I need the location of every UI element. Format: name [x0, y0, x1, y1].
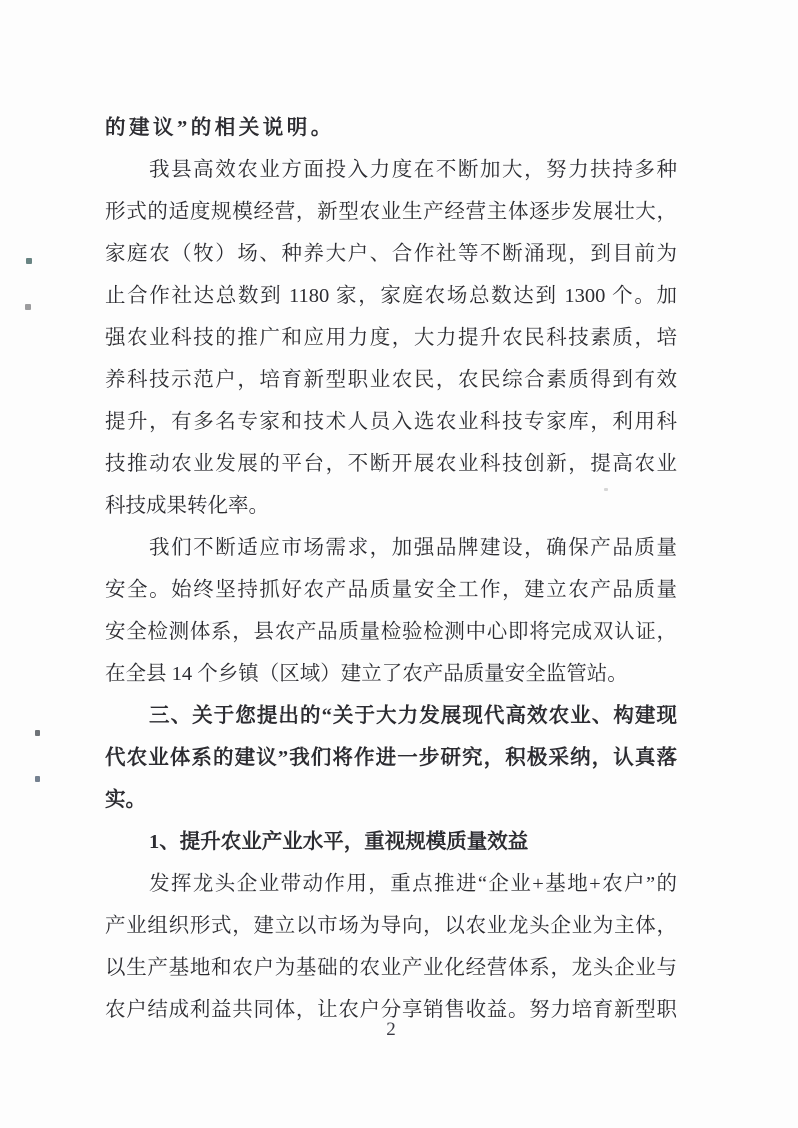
scan-speck: [25, 304, 31, 310]
paragraph-end-line: 在全县 14 个乡镇（区域）建立了农产品质量安全监管站。: [105, 663, 628, 685]
scan-speck: [35, 776, 40, 782]
scan-speck: [35, 730, 40, 736]
paragraph-line: 家庭农（牧）场、种养大户、合作社等不断涌现，到目前为: [105, 243, 677, 265]
paragraph-line: 产业组织形式，建立以市场为导向，以农业龙头企业为主体，: [105, 915, 677, 937]
paragraph-line: 强农业科技的推广和应用力度，大力提升农民科技素质，培: [105, 327, 677, 349]
page-number: 2: [386, 1019, 396, 1040]
subsection-heading-line: 1、提升农业产业水平，重视规模质量效益: [149, 831, 529, 853]
paragraph-line: 安全。始终坚持抓好农产品质量安全工作，建立农产品质量: [105, 579, 677, 601]
section-heading-end-line: 实。: [105, 789, 146, 811]
paragraph-end-line: 科技成果转化率。: [105, 495, 269, 517]
scan-speck: [26, 258, 32, 264]
paragraph-line: 形式的适度规模经营，新型农业生产经营主体逐步发展壮大，: [105, 201, 677, 223]
paragraph-line: 我们不断适应市场需求，加强品牌建设，确保产品质量: [149, 537, 677, 559]
document-text-block: [105, 107, 677, 1031]
paragraph-line: 我县高效农业方面投入力度在不断加大，努力扶持多种: [149, 159, 677, 181]
section-heading-line: 三、关于您提出的“关于大力发展现代高效农业、构建现: [149, 705, 677, 727]
paragraph-line: 止合作社达总数到 1180 家，家庭农场总数达到 1300 个。加: [105, 285, 677, 307]
scan-speck: [604, 488, 608, 491]
paragraph-line: 农户结成利益共同体，让农户分享销售收益。努力培育新型职: [105, 999, 677, 1021]
heading-continuation-line: 的建议”的相关说明。: [105, 117, 335, 139]
paragraph-line: 发挥龙头企业带动作用，重点推进“企业+基地+农户”的: [149, 873, 677, 895]
paragraph-line: 以生产基地和农户为基础的农业产业化经营体系，龙头企业与: [105, 957, 677, 979]
section-heading-line: 代农业体系的建议”我们将作进一步研究，积极采纳，认真落: [105, 747, 677, 769]
paragraph-line: 技推动农业发展的平台，不断开展农业科技创新，提高农业: [105, 453, 677, 475]
paragraph-line: 安全检测体系，县农产品质量检验检测中心即将完成双认证，: [105, 621, 677, 643]
paragraph-line: 提升，有多名专家和技术人员入选农业科技专家库，利用科: [105, 411, 677, 433]
paragraph-line: 养科技示范户，培育新型职业农民，农民综合素质得到有效: [105, 369, 677, 391]
